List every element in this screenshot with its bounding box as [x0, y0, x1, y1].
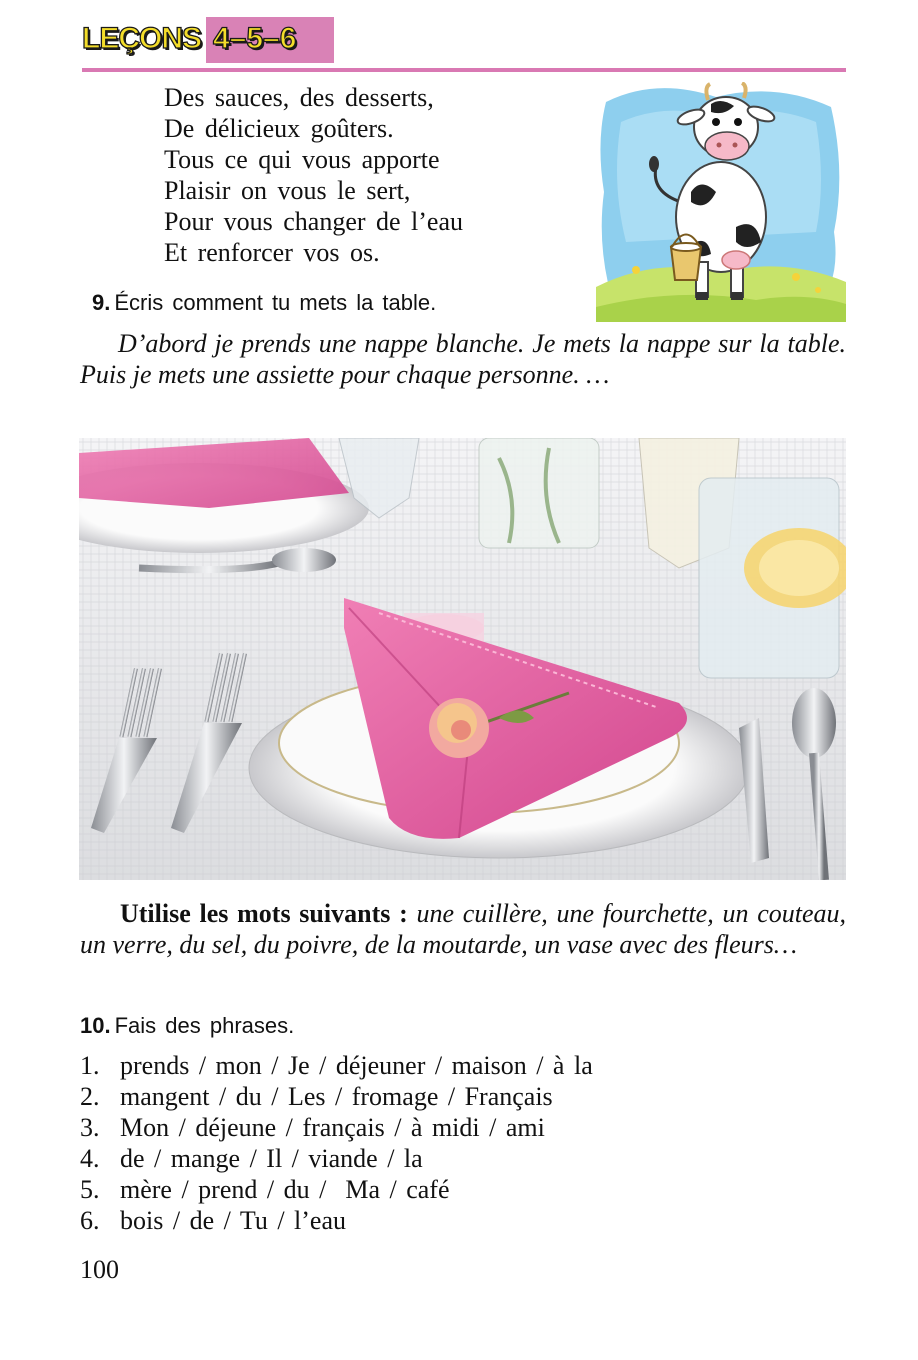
- exercise-10-number: 10.: [80, 1013, 111, 1038]
- item-text: mère / prend / du / Ma / café: [120, 1175, 450, 1204]
- page-number: 100: [80, 1255, 119, 1284]
- poem-line: Des sauces, des desserts,: [164, 83, 434, 112]
- example-text: D’abord je prends une nappe blanche. Je mets la nappe sur la table. Puis je mets une assiette pour chaque personne. …: [80, 329, 846, 389]
- poem-line: Plaisir on vous le sert,: [164, 176, 411, 205]
- poem-line: Tous ce qui vous apporte: [164, 145, 440, 174]
- item-text: mangent / du / Les / fromage / Français: [120, 1082, 553, 1111]
- item-text: Mon / déjeune / français / à midi / ami: [120, 1113, 545, 1142]
- exercise-10-instruction: Fais des phrases.: [114, 1013, 295, 1038]
- exercise-9-example: [80, 328, 846, 390]
- words-to-use-list: une cuillère, une fourchette, un couteau, un verre, du sel, du poivre, de la moutarde, un vase avec des fleurs…: [80, 899, 847, 959]
- list-item: [80, 1174, 593, 1205]
- poem-line: Pour vous changer de l’eau: [164, 207, 464, 236]
- cow-illustration: [596, 82, 846, 322]
- table-setting-photo: [79, 438, 846, 880]
- header-rule: [82, 68, 846, 72]
- list-item: [80, 1205, 593, 1236]
- poem-line: De délicieux goûters.: [164, 114, 394, 143]
- item-text: de / mange / Il / viande / la: [120, 1144, 423, 1173]
- item-text: prends / mon / Je / déjeuner / maison / à la: [120, 1051, 593, 1080]
- exercise-10-list: [80, 1050, 593, 1236]
- item-number: 4.: [80, 1144, 100, 1173]
- exercise-9-instruction: Écris comment tu mets la table.: [114, 290, 437, 315]
- poem: [164, 82, 463, 268]
- list-item: [80, 1143, 593, 1174]
- item-number: 3.: [80, 1113, 100, 1142]
- item-text: bois / de / Tu / l’eau: [120, 1206, 347, 1235]
- exercise-9-number: 9.: [92, 290, 111, 315]
- lesson-title: LEÇONS: [82, 22, 202, 55]
- list-item: [80, 1112, 593, 1143]
- item-number: 1.: [80, 1051, 100, 1080]
- item-number: 5.: [80, 1175, 100, 1204]
- exercise-9-heading: [92, 290, 436, 316]
- poem-line: Et renforcer vos os.: [164, 238, 380, 267]
- words-to-use-label: Utilise les mots suivants :: [120, 899, 408, 928]
- words-to-use: [80, 898, 846, 960]
- exercise-10-heading: [80, 1013, 294, 1039]
- item-number: 6.: [80, 1206, 100, 1235]
- lesson-numbers: 4–5–6: [213, 22, 297, 55]
- item-number: 2.: [80, 1082, 100, 1111]
- list-item: [80, 1050, 593, 1081]
- list-item: [80, 1081, 593, 1112]
